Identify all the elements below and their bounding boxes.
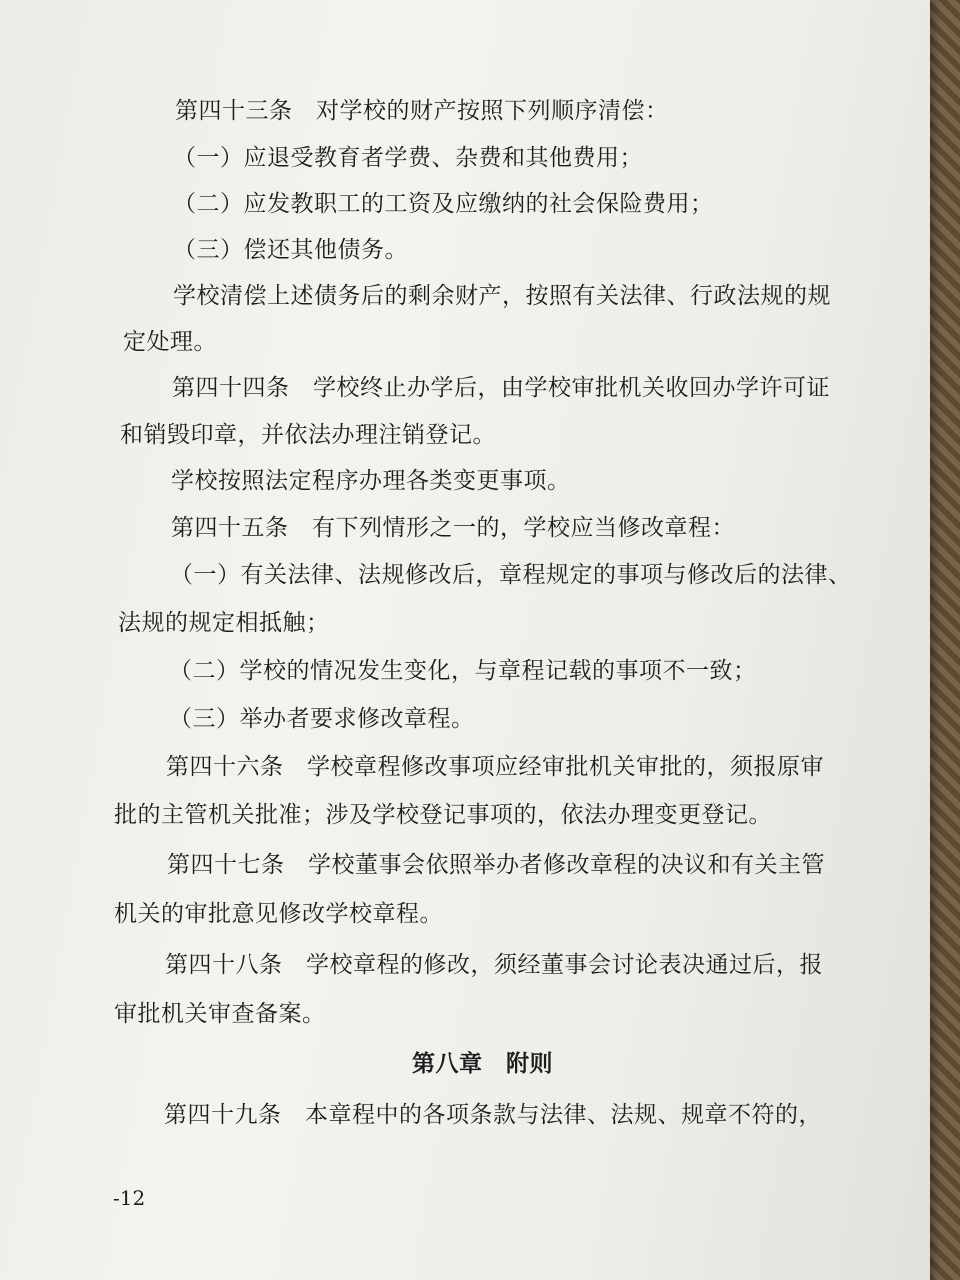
text-line: （一）有关法律、法规修改后，章程规定的事项与修改后的法律、	[170, 562, 852, 588]
text-line: （三）举办者要求修改章程。	[169, 706, 475, 732]
text-line: 第四十七条 学校董事会依照举办者修改章程的决议和有关主管	[167, 852, 825, 878]
chapter-heading: 第八章 附则	[412, 1050, 553, 1077]
page-number: -12	[113, 1186, 146, 1210]
text-line: 第四十九条 本章程中的各项条款与法律、法规、规章不符的，	[164, 1102, 822, 1128]
text-line: 第四十八条 学校章程的修改，须经董事会讨论表决通过后，报	[165, 952, 823, 978]
text-line: （三）偿还其他债务。	[173, 237, 408, 263]
text-line: 学校清偿上述债务后的剩余财产，按照有关法律、行政法规的规	[173, 283, 831, 309]
text-line: 第四十六条 学校章程修改事项应经审批机关审批的，须报原审	[166, 754, 824, 780]
text-line: （一）应退受教育者学费、杂费和其他费用；	[173, 145, 643, 171]
text-line: 第四十三条 对学校的财产按照下列顺序清偿：	[175, 98, 669, 124]
text-line: 学校按照法定程序办理各类变更事项。	[171, 468, 571, 494]
text-line: 第四十五条 有下列情形之一的，学校应当修改章程：	[171, 515, 735, 541]
text-line: 和销毁印章，并依法办理注销登记。	[120, 422, 496, 448]
text-line: 批的主管机关批准；涉及学校登记事项的，依法办理变更登记。	[114, 802, 772, 828]
text-line: （二）学校的情况发生变化，与章程记载的事项不一致；	[169, 658, 757, 684]
text-line: （二）应发教职工的工资及应缴纳的社会保险费用；	[173, 191, 714, 217]
text-line: 审批机关审查备案。	[114, 1001, 326, 1027]
text-line: 定处理。	[123, 329, 217, 355]
text-line: 法规的规定相抵触；	[118, 610, 330, 636]
text-line: 第四十四条 学校终止办学后，由学校审批机关收回办学许可证	[172, 375, 830, 401]
text-line: 机关的审批意见修改学校章程。	[114, 901, 443, 927]
